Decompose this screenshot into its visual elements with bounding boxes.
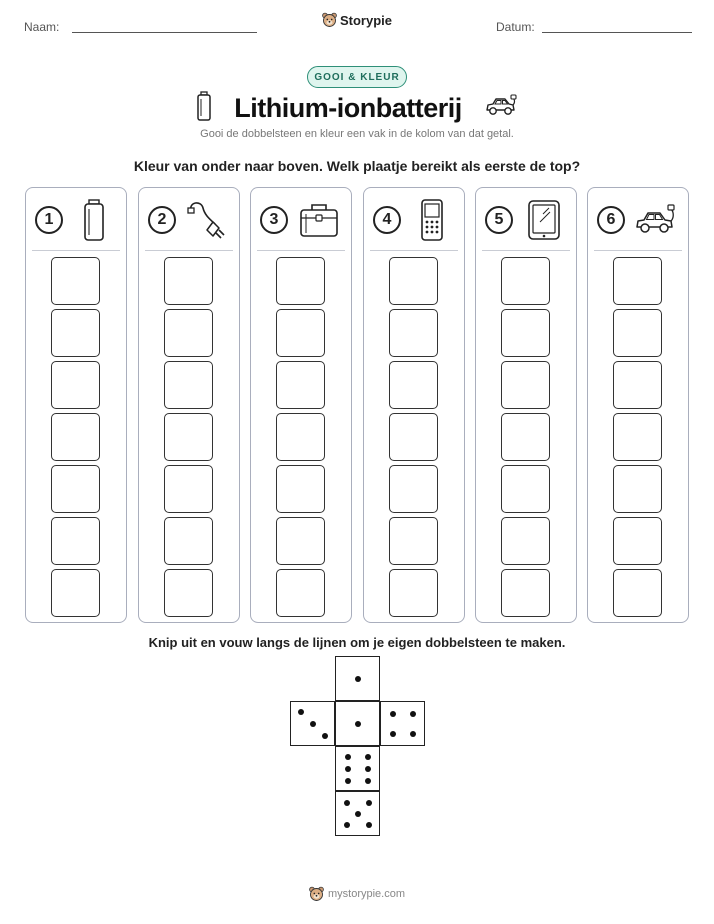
- die-pip: [390, 711, 396, 717]
- color-box[interactable]: [501, 465, 550, 513]
- lunchbox-icon: [297, 198, 341, 242]
- brand-name: Storypie: [339, 12, 392, 28]
- die-face-six: [335, 746, 380, 791]
- column-number: 5: [485, 206, 513, 234]
- electric-car-icon: [484, 93, 518, 124]
- die-pip: [365, 766, 371, 772]
- color-box[interactable]: [51, 361, 100, 409]
- color-box[interactable]: [501, 413, 550, 461]
- die-pip: [365, 778, 371, 784]
- color-box[interactable]: [389, 309, 438, 357]
- die-pip: [366, 800, 372, 806]
- color-box[interactable]: [276, 517, 325, 565]
- column-divider: [370, 250, 458, 251]
- name-line[interactable]: [72, 32, 257, 33]
- column-header: [588, 198, 688, 246]
- date-label: Datum:: [496, 20, 535, 34]
- die-pip: [410, 731, 416, 737]
- column-6: [587, 187, 689, 623]
- color-box[interactable]: [613, 569, 662, 617]
- column-divider: [32, 250, 120, 251]
- die-pip: [355, 676, 361, 682]
- color-box[interactable]: [164, 361, 213, 409]
- bear-logo-icon: [309, 886, 324, 902]
- column-4: [363, 187, 465, 623]
- die-face-three: [290, 701, 335, 746]
- color-box[interactable]: [164, 465, 213, 513]
- column-5: [475, 187, 577, 623]
- column-3: [250, 187, 352, 623]
- color-box[interactable]: [389, 465, 438, 513]
- die-pip: [322, 733, 328, 739]
- die-pip: [344, 800, 350, 806]
- color-box[interactable]: [276, 361, 325, 409]
- color-box[interactable]: [276, 257, 325, 305]
- color-box[interactable]: [501, 361, 550, 409]
- color-box[interactable]: [164, 413, 213, 461]
- die-pip: [390, 731, 396, 737]
- die-pip: [355, 721, 361, 727]
- date-line[interactable]: [542, 32, 692, 33]
- title-row: [0, 90, 714, 126]
- color-box[interactable]: [276, 309, 325, 357]
- footer-website: mystorypie.com: [327, 888, 406, 900]
- color-box[interactable]: [164, 309, 213, 357]
- column-header: [476, 198, 576, 246]
- column-header: [251, 198, 351, 246]
- brand-logo: [0, 12, 714, 28]
- die-pip: [365, 754, 371, 760]
- color-box[interactable]: [613, 257, 662, 305]
- column-2: [138, 187, 240, 623]
- electric-car-icon: [634, 198, 678, 242]
- column-number: 6: [597, 206, 625, 234]
- color-box[interactable]: [51, 517, 100, 565]
- die-pip: [345, 778, 351, 784]
- die-face-one: [335, 656, 380, 701]
- column-divider: [482, 250, 570, 251]
- color-box[interactable]: [276, 465, 325, 513]
- color-box[interactable]: [51, 465, 100, 513]
- color-box[interactable]: [276, 569, 325, 617]
- cut-instruction: Knip uit en vouw langs de lijnen om je eigen dobbelsteen te maken.: [148, 635, 566, 650]
- activity-badge: GOOI & KLEUR: [307, 66, 407, 88]
- column-header: [26, 198, 126, 246]
- charging-cable-icon: [185, 198, 229, 242]
- color-box[interactable]: [613, 413, 662, 461]
- die-face-four: [380, 701, 425, 746]
- subtitle: Gooi de dobbelsteen en kleur een vak in de kolom van dat getal.: [200, 128, 514, 140]
- color-box[interactable]: [501, 569, 550, 617]
- column-header: [364, 198, 464, 246]
- color-box[interactable]: [389, 413, 438, 461]
- color-box[interactable]: [164, 569, 213, 617]
- color-box[interactable]: [613, 517, 662, 565]
- column-divider: [594, 250, 682, 251]
- color-box[interactable]: [501, 257, 550, 305]
- column-number: 3: [260, 206, 288, 234]
- color-box[interactable]: [164, 517, 213, 565]
- color-box[interactable]: [501, 517, 550, 565]
- bear-logo-icon: [322, 12, 337, 28]
- color-box[interactable]: [51, 413, 100, 461]
- die-pip: [366, 822, 372, 828]
- color-box[interactable]: [276, 413, 325, 461]
- name-label: Naam:: [24, 20, 60, 34]
- color-box[interactable]: [164, 257, 213, 305]
- column-number: 2: [148, 206, 176, 234]
- mobile-phone-icon: [410, 198, 454, 242]
- column-number: 4: [373, 206, 401, 234]
- die-pip: [344, 822, 350, 828]
- die-pip: [355, 811, 361, 817]
- battery-icon: [72, 198, 116, 242]
- color-box[interactable]: [613, 309, 662, 357]
- color-box[interactable]: [389, 361, 438, 409]
- die-face-five: [335, 791, 380, 836]
- die-pip: [410, 711, 416, 717]
- color-box[interactable]: [51, 569, 100, 617]
- color-box[interactable]: [501, 309, 550, 357]
- color-box[interactable]: [51, 309, 100, 357]
- page-title: Lithium-ionbatterij: [234, 92, 462, 123]
- column-header: [139, 198, 239, 246]
- die-pip: [345, 766, 351, 772]
- die-face-one: [335, 701, 380, 746]
- color-box[interactable]: [613, 361, 662, 409]
- color-box[interactable]: [389, 569, 438, 617]
- column-number: 1: [35, 206, 63, 234]
- footer: [0, 886, 714, 902]
- battery-icon: [196, 91, 212, 126]
- color-box[interactable]: [389, 517, 438, 565]
- instruction: Kleur van onder naar boven. Welk plaatje bereikt als eerste de top?: [133, 158, 581, 174]
- color-box[interactable]: [613, 465, 662, 513]
- column-divider: [145, 250, 233, 251]
- column-1: [25, 187, 127, 623]
- color-box[interactable]: [51, 257, 100, 305]
- color-box[interactable]: [389, 257, 438, 305]
- tablet-icon: [522, 198, 566, 242]
- die-pip: [310, 721, 316, 727]
- column-divider: [257, 250, 345, 251]
- die-pip: [345, 754, 351, 760]
- die-pip: [298, 709, 304, 715]
